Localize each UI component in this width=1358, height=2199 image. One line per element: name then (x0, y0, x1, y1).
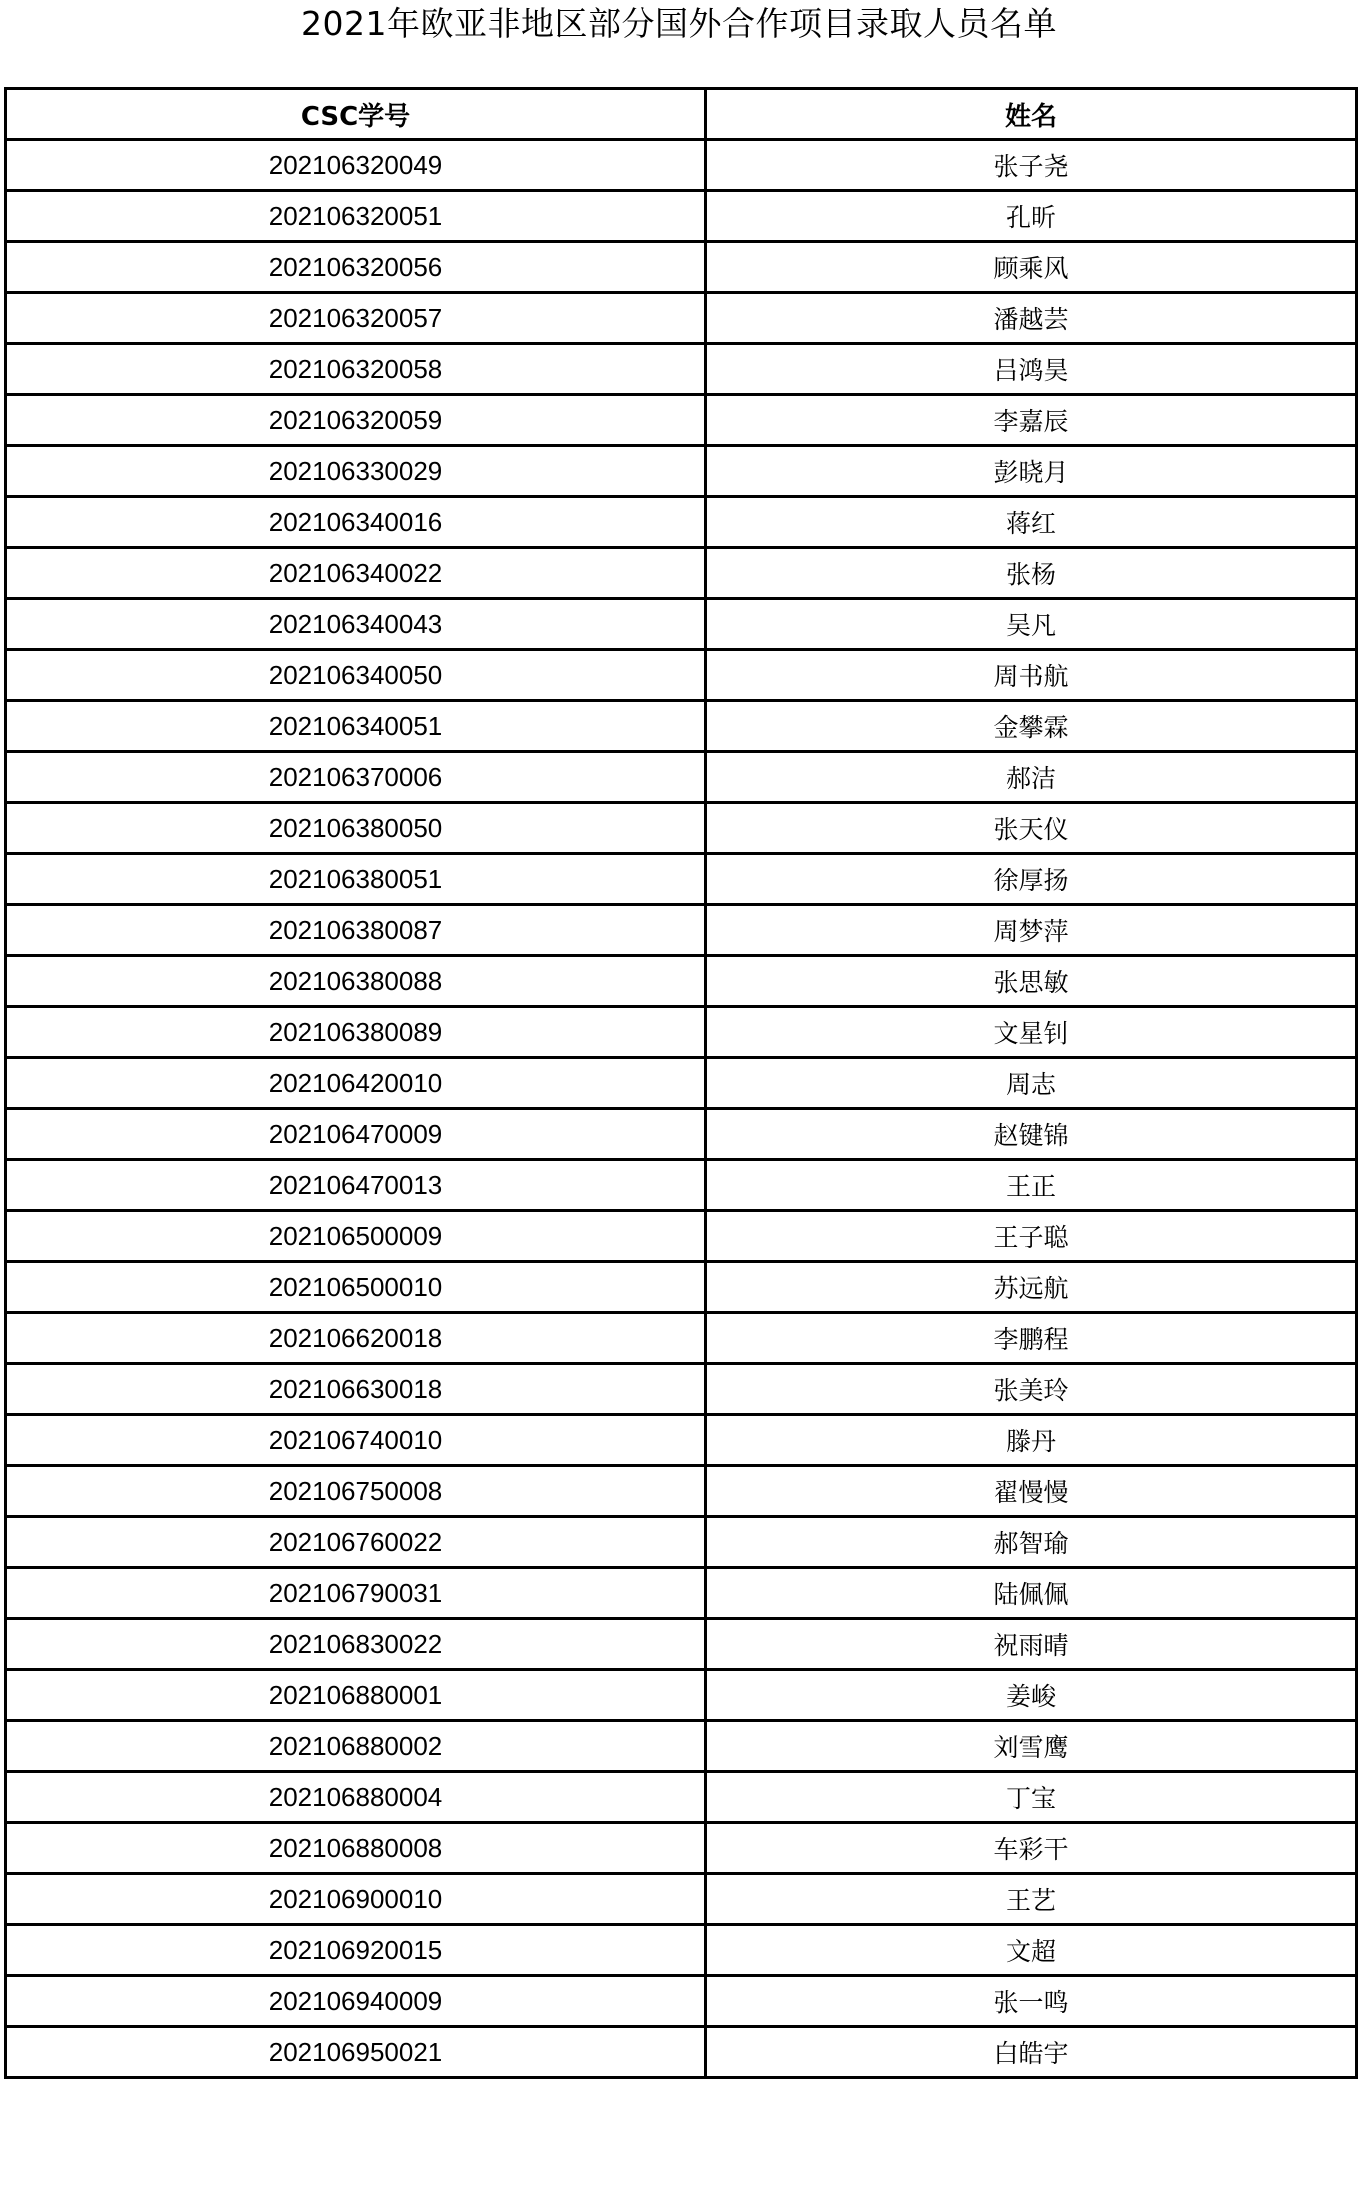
table-row (6, 1007, 1357, 1058)
table-row (6, 1364, 1357, 1415)
table-row (6, 191, 1357, 242)
student-name-cell: 张美玲 (706, 1364, 1357, 1415)
csc-id-cell: 202106380050 (6, 803, 706, 854)
table-row (6, 1721, 1357, 1772)
csc-id-cell: 202106880002 (6, 1721, 706, 1772)
table-row (6, 293, 1357, 344)
student-name-cell: 文星钊 (706, 1007, 1357, 1058)
student-name-cell: 陆佩佩 (706, 1568, 1357, 1619)
table-row (6, 650, 1357, 701)
csc-id-cell: 202106330029 (6, 446, 706, 497)
csc-id-cell: 202106500010 (6, 1262, 706, 1313)
csc-id-cell: 202106900010 (6, 1874, 706, 1925)
table-row (6, 1109, 1357, 1160)
column-header-name: 姓名 (706, 89, 1357, 140)
csc-id-cell: 202106920015 (6, 1925, 706, 1976)
csc-id-cell: 202106880008 (6, 1823, 706, 1874)
student-name-cell: 王正 (706, 1160, 1357, 1211)
table-row (6, 1262, 1357, 1313)
csc-id-cell: 202106320056 (6, 242, 706, 293)
student-name-cell: 李嘉辰 (706, 395, 1357, 446)
student-name-cell: 赵键锦 (706, 1109, 1357, 1160)
csc-id-cell: 202106370006 (6, 752, 706, 803)
csc-id-cell: 202106940009 (6, 1976, 706, 2027)
student-name-cell: 蒋红 (706, 497, 1357, 548)
student-name-cell: 刘雪鹰 (706, 1721, 1357, 1772)
csc-id-cell: 202106320058 (6, 344, 706, 395)
table-row (6, 1976, 1357, 2027)
table-row (6, 1415, 1357, 1466)
student-name-cell: 郝智瑜 (706, 1517, 1357, 1568)
student-name-cell: 祝雨晴 (706, 1619, 1357, 1670)
table-header-row (6, 89, 1357, 140)
table-row (6, 242, 1357, 293)
table-row (6, 1823, 1357, 1874)
table-row (6, 752, 1357, 803)
table-row (6, 1211, 1357, 1262)
student-name-cell: 王子聪 (706, 1211, 1357, 1262)
csc-id-cell: 202106340050 (6, 650, 706, 701)
table-row (6, 1772, 1357, 1823)
page-title: 2021年欧亚非地区部分国外合作项目录取人员名单 (301, 4, 1057, 43)
column-header-csc-id: CSC学号 (6, 89, 706, 140)
csc-id-cell: 202106380089 (6, 1007, 706, 1058)
student-name-cell: 周志 (706, 1058, 1357, 1109)
student-name-cell: 孔昕 (706, 191, 1357, 242)
student-name-cell: 文超 (706, 1925, 1357, 1976)
student-name-cell: 郝洁 (706, 752, 1357, 803)
csc-id-cell: 202106950021 (6, 2027, 706, 2078)
student-name-cell: 张一鸣 (706, 1976, 1357, 2027)
student-name-cell: 翟慢慢 (706, 1466, 1357, 1517)
student-name-cell: 苏远航 (706, 1262, 1357, 1313)
student-name-cell: 王艺 (706, 1874, 1357, 1925)
csc-id-cell: 202106880004 (6, 1772, 706, 1823)
csc-id-cell: 202106320059 (6, 395, 706, 446)
student-name-cell: 白皓宇 (706, 2027, 1357, 2078)
table-row (6, 497, 1357, 548)
table-row (6, 2027, 1357, 2078)
csc-id-cell: 202106740010 (6, 1415, 706, 1466)
csc-id-cell: 202106830022 (6, 1619, 706, 1670)
table-row (6, 548, 1357, 599)
csc-id-cell: 202106320057 (6, 293, 706, 344)
table-row (6, 446, 1357, 497)
table-row (6, 701, 1357, 752)
csc-id-cell: 202106340051 (6, 701, 706, 752)
table-row (6, 1925, 1357, 1976)
student-name-cell: 潘越芸 (706, 293, 1357, 344)
csc-id-cell: 202106500009 (6, 1211, 706, 1262)
student-name-cell: 吴凡 (706, 599, 1357, 650)
student-name-cell: 金攀霖 (706, 701, 1357, 752)
student-name-cell: 姜峻 (706, 1670, 1357, 1721)
student-name-cell: 周书航 (706, 650, 1357, 701)
table-row (6, 905, 1357, 956)
table-row (6, 1466, 1357, 1517)
csc-id-cell: 202106420010 (6, 1058, 706, 1109)
student-name-cell: 顾乘风 (706, 242, 1357, 293)
table-row (6, 803, 1357, 854)
table-row (6, 344, 1357, 395)
table-body (6, 140, 1357, 2078)
table-row (6, 1517, 1357, 1568)
csc-id-cell: 202106760022 (6, 1517, 706, 1568)
student-name-cell: 张思敏 (706, 956, 1357, 1007)
table-row (6, 140, 1357, 191)
student-name-cell: 张杨 (706, 548, 1357, 599)
student-name-cell: 周梦萍 (706, 905, 1357, 956)
csc-id-cell: 202106630018 (6, 1364, 706, 1415)
csc-id-cell: 202106750008 (6, 1466, 706, 1517)
csc-id-cell: 202106470009 (6, 1109, 706, 1160)
csc-id-cell: 202106380087 (6, 905, 706, 956)
student-name-cell: 吕鸿昊 (706, 344, 1357, 395)
table-row (6, 1619, 1357, 1670)
student-name-cell: 张子尧 (706, 140, 1357, 191)
table-row (6, 1160, 1357, 1211)
table-row (6, 1568, 1357, 1619)
table-row (6, 395, 1357, 446)
csc-id-cell: 202106340016 (6, 497, 706, 548)
table-row (6, 956, 1357, 1007)
csc-id-cell: 202106620018 (6, 1313, 706, 1364)
student-name-cell: 车彩干 (706, 1823, 1357, 1874)
csc-id-cell: 202106340043 (6, 599, 706, 650)
student-name-cell: 彭晓月 (706, 446, 1357, 497)
table-row (6, 599, 1357, 650)
table-row (6, 1058, 1357, 1109)
csc-id-cell: 202106880001 (6, 1670, 706, 1721)
csc-id-cell: 202106790031 (6, 1568, 706, 1619)
csc-id-cell: 202106380088 (6, 956, 706, 1007)
csc-id-cell: 202106320051 (6, 191, 706, 242)
csc-id-cell: 202106340022 (6, 548, 706, 599)
table-row (6, 854, 1357, 905)
student-name-cell: 徐厚扬 (706, 854, 1357, 905)
admission-list-table (4, 87, 1358, 2079)
csc-id-cell: 202106380051 (6, 854, 706, 905)
student-name-cell: 李鹏程 (706, 1313, 1357, 1364)
student-name-cell: 张天仪 (706, 803, 1357, 854)
table-row (6, 1670, 1357, 1721)
student-name-cell: 滕丹 (706, 1415, 1357, 1466)
table-row (6, 1874, 1357, 1925)
csc-id-cell: 202106470013 (6, 1160, 706, 1211)
csc-id-cell: 202106320049 (6, 140, 706, 191)
table-row (6, 1313, 1357, 1364)
student-name-cell: 丁宝 (706, 1772, 1357, 1823)
